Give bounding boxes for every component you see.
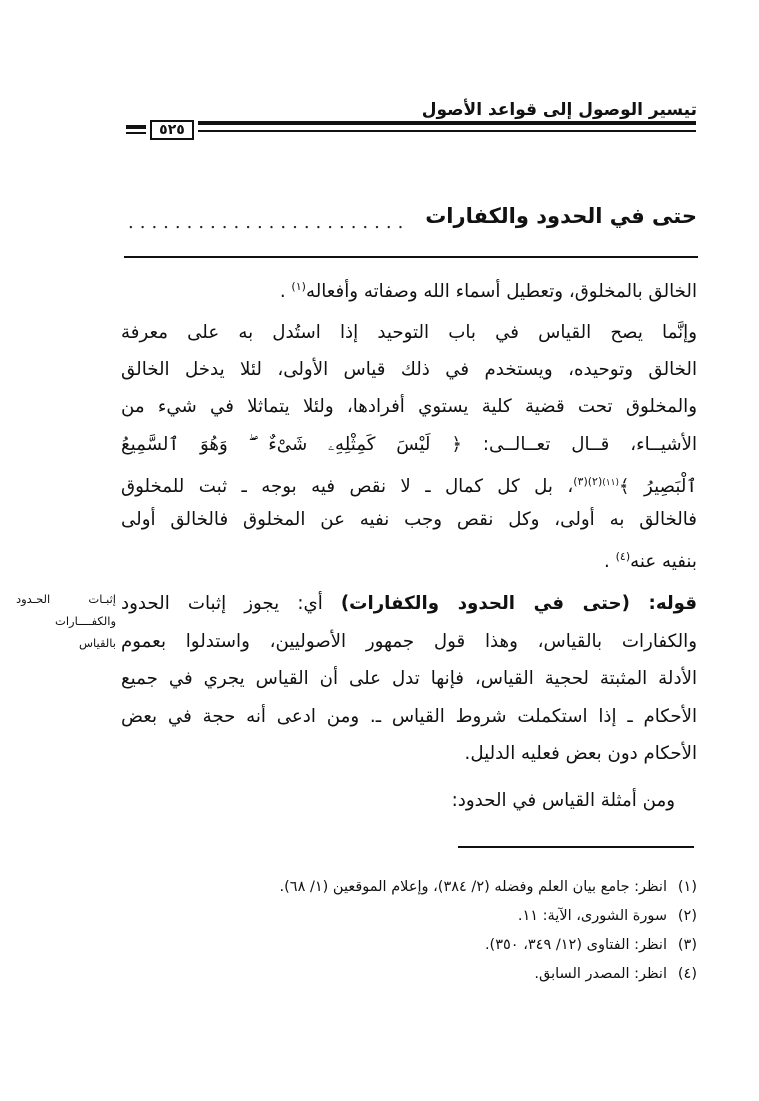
- page-number: ٥٢٥: [150, 120, 194, 140]
- page-rule-left-thin: [126, 132, 146, 134]
- text-line-5-quran: الأشيــاء، قــال تعــالــى: ﴿ لَيْسَ كَمِثْلِهِۦ شَىْءٌ ۖ وَهُوَ ٱلسَّمِيعُ: [121, 434, 697, 455]
- text-line-1: الخالق بالمخلوق، وتعطيل أسماء الله وصفاته وأفعاله$^{(١)}$ .: [279, 280, 697, 303]
- ref-2-3: (٢)(٣): [573, 475, 603, 488]
- ayah-number: (١١): [602, 478, 619, 488]
- footnote-3: (٣)انظر: الفتاوى (١٢/ ٣٤٩، ٣٥٠).: [484, 937, 697, 953]
- header-rule-thin: [198, 130, 696, 132]
- quoted-phrase: قوله: (حتى في الحدود والكفارات): [340, 593, 697, 614]
- ayah-end: ٱلْبَصِيرُ ﴾: [618, 476, 698, 498]
- ref-1: (١): [291, 280, 306, 293]
- section-heading: حتى في الحدود والكفارات: [425, 204, 697, 228]
- heading-dots: ........................: [128, 212, 410, 233]
- text-line-7: فالخالق به أولى، وكل نقص وجب نفيه عن المخلوق فالخالق أولى: [121, 509, 697, 530]
- text-line-6: ٱلْبَصِيرُ ﴾$^{(١١)(٢)(٣)}$، بل كل كمال ـ لا نقص فيه بوجه ـ ثبت للمخلوق: [121, 475, 698, 498]
- text-line-11: الأدلة المثبتة لحجية القياس، فإنها تدل على أن القياس يجري في جميع: [121, 668, 697, 689]
- page-rule-left-thick: [126, 125, 146, 129]
- footnote-1: (١)انظر: جامع بيان العلم وفضله (٢/ ٣٨٤)، وإعلام الموقعين (١/ ٦٨).: [279, 879, 697, 895]
- text-line-2: وإنَّما يصح القياس في باب التوحيد إذا استُدل به على معرفة: [121, 322, 697, 343]
- header-rule-thick: [198, 121, 696, 125]
- ref-4: (٤): [615, 550, 631, 563]
- heading-underline: [124, 256, 698, 258]
- margin-note-line-2: والكفــــارات: [55, 614, 116, 628]
- footnote-2: (٢)سورة الشورى، الآية: ١١.: [517, 908, 697, 924]
- margin-note-line-3: بالقياس: [78, 636, 116, 650]
- footnote-4: (٤)انظر: المصدر السابق.: [534, 966, 697, 982]
- margin-note-line-1: إثبـات الحـدود: [16, 592, 116, 606]
- text-line-3: الخالق وتوحيده، ويستخدم في ذلك قياس الأولى، لئلا يدخل الخالق: [121, 359, 697, 380]
- text-line-14: ومن أمثلة القياس في الحدود:: [451, 790, 675, 811]
- book-title: تيسير الوصول إلى قواعد الأصول: [421, 100, 697, 120]
- text-line-13: الأحكام دون بعض فعليه الدليل.: [464, 743, 697, 764]
- footnote-rule: [458, 846, 694, 848]
- text-line-12: الأحكام ـ إذا استكملت شروط القياس ـ. ومن ادعى أنه حجة في بعض: [121, 706, 697, 727]
- text-line-9: قوله: (حتى في الحدود والكفارات) أي: يجوز إثبات الحدود: [121, 593, 697, 614]
- margin-note: [16, 588, 116, 654]
- text-line-4: والمخلوق تحت قضية كلية يستوي أفرادها، ولئلا يتماثلا في شيء من: [121, 396, 697, 417]
- text-line-8: بنفيه عنه$^{(٤)}$ .: [604, 550, 697, 573]
- text-line-10: والكفارات بالقياس، وهذا قول جمهور الأصوليين، واستدلوا بعموم: [121, 631, 697, 652]
